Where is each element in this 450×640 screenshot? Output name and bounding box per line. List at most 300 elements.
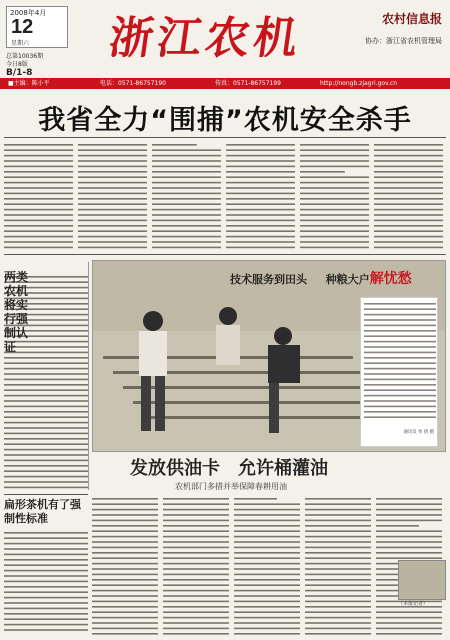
text-line [300, 230, 369, 232]
text-line [234, 514, 300, 516]
text-line [305, 525, 371, 527]
text-line [234, 601, 300, 603]
text-line [364, 373, 436, 375]
text-line [374, 160, 443, 162]
text-line [364, 357, 436, 359]
text-line [152, 193, 221, 195]
text-line [4, 433, 88, 435]
text-line [300, 203, 369, 205]
text-line [376, 525, 419, 527]
editor-label: ■主编：陈小平 [8, 80, 50, 87]
text-line [374, 182, 443, 184]
text-line [305, 563, 371, 565]
text-line [376, 617, 442, 619]
text-line [226, 171, 295, 173]
story2-headline: 发放供油卡 允许桶灌油 [130, 458, 328, 479]
text-line [234, 622, 300, 624]
text-line [376, 557, 442, 559]
text-line [374, 198, 443, 200]
text-line [92, 584, 158, 586]
left-column-2-rule [4, 494, 88, 495]
photo-banner-emphasis: 种粮大户 [325, 273, 370, 286]
text-line [226, 166, 295, 168]
text-line [4, 203, 73, 205]
text-line [163, 584, 229, 586]
text-line [300, 236, 369, 238]
text-line [163, 563, 229, 565]
text-line [163, 536, 229, 538]
photo-banner-text: 技术服务到田头 [230, 273, 307, 286]
text-line [4, 411, 88, 413]
text-line [226, 144, 295, 146]
left-column-2-body [4, 530, 88, 636]
text-line [92, 574, 158, 576]
text-line [234, 584, 300, 586]
text-line [4, 149, 73, 151]
text-line [374, 203, 443, 205]
text-line [152, 220, 221, 222]
text-line [300, 166, 369, 168]
text-line [376, 628, 442, 630]
text-line [305, 579, 371, 581]
text-line [78, 182, 147, 184]
text-line [364, 346, 436, 348]
text-line [234, 633, 300, 635]
text-line [226, 209, 295, 211]
text-line [300, 247, 369, 249]
left-column-title: 两类农机将实行强制认证 [4, 270, 29, 354]
text-line [163, 622, 229, 624]
text-line [305, 530, 371, 532]
lead-bottom-rule [4, 254, 446, 255]
text-line [78, 198, 147, 200]
text-line [4, 470, 88, 472]
text-line [78, 225, 147, 227]
text-line [226, 241, 295, 243]
text-line [305, 547, 371, 549]
text-line [234, 552, 300, 554]
text-line [4, 548, 88, 550]
text-line [4, 182, 73, 184]
headline-rule [4, 137, 446, 138]
text-line [364, 406, 436, 408]
text-line [163, 547, 229, 549]
text-line [234, 547, 300, 549]
text-line [374, 214, 443, 216]
text-line [234, 595, 300, 597]
text-line [4, 438, 88, 440]
text-line [226, 182, 295, 184]
text-line [374, 166, 443, 168]
sister-paper-name: 农村信息报 [381, 12, 442, 26]
text-line [305, 606, 371, 608]
text-line [374, 144, 443, 146]
text-line [4, 395, 88, 397]
text-line [4, 591, 88, 593]
text-line [4, 198, 73, 200]
text-line [376, 520, 442, 522]
story2-subhead: 农机部门多措并举保障春耕用油 [175, 482, 287, 491]
text-line [234, 541, 300, 543]
text-line [92, 552, 158, 554]
text-line [305, 541, 371, 543]
text-line [78, 176, 147, 178]
text-line [152, 160, 221, 162]
text-line [305, 622, 371, 624]
text-line [163, 628, 229, 630]
photo-credit: 通讯员 单 倩 摄 [403, 430, 434, 435]
text-line [4, 176, 73, 178]
text-line [152, 166, 221, 168]
text-line [305, 590, 371, 592]
text-line [374, 241, 443, 243]
issue-line-2: 今日8版 [6, 61, 28, 68]
text-line [374, 187, 443, 189]
text-line [163, 530, 229, 532]
text-line [163, 568, 229, 570]
text-line [78, 155, 147, 157]
text-line [376, 536, 442, 538]
text-line [78, 203, 147, 205]
text-line [4, 368, 88, 370]
sponsor-line: 协办：浙江省农机管理局 [365, 37, 442, 45]
text-line [300, 193, 369, 195]
text-line [376, 530, 442, 532]
text-line [364, 330, 436, 332]
text-line [78, 241, 147, 243]
text-line [305, 503, 371, 505]
text-line [78, 149, 147, 151]
text-line [78, 193, 147, 195]
text-line [4, 193, 73, 195]
phone-label: 电话：0571-86757190 [100, 80, 166, 87]
text-line [152, 241, 221, 243]
text-line [163, 601, 229, 603]
text-line [374, 171, 443, 173]
text-line [4, 487, 88, 489]
text-line [305, 584, 371, 586]
text-line [376, 541, 442, 543]
lead-body-columns [4, 142, 446, 250]
text-line [152, 171, 221, 173]
text-line [305, 514, 371, 516]
text-line [374, 209, 443, 211]
text-line [152, 149, 221, 151]
text-line [4, 586, 88, 588]
text-line [92, 525, 158, 527]
caption-text-texture [364, 301, 436, 421]
text-line [4, 443, 88, 445]
text-line [163, 503, 229, 505]
text-line [376, 547, 442, 549]
text-line [78, 144, 147, 146]
text-line [163, 617, 229, 619]
text-line [4, 209, 73, 211]
fax-label: 传真：0571-86757199 [215, 80, 281, 87]
text-line [305, 617, 371, 619]
text-line [163, 611, 229, 613]
text-line [92, 633, 158, 635]
text-line [4, 220, 73, 222]
text-line [364, 389, 436, 391]
small-photo [398, 560, 446, 600]
text-line [364, 379, 436, 381]
text-line [92, 590, 158, 592]
text-line [300, 225, 369, 227]
newspaper-logo: 浙江农机 [105, 13, 305, 64]
text-line [364, 411, 436, 413]
text-line [364, 303, 436, 305]
text-line [364, 368, 436, 370]
text-line [4, 236, 73, 238]
text-line [374, 236, 443, 238]
text-line [376, 514, 442, 516]
text-line [92, 611, 158, 613]
text-line [4, 406, 88, 408]
text-line [4, 629, 88, 631]
text-line [234, 509, 300, 511]
text-line [92, 503, 158, 505]
website-link[interactable]: http://nongb.zjagri.gov.cn [320, 80, 398, 87]
text-line [4, 400, 88, 402]
photo-caption-box [360, 297, 438, 447]
issue-info [6, 53, 43, 77]
text-line [226, 187, 295, 189]
text-line [364, 319, 436, 321]
text-line [226, 236, 295, 238]
text-line [376, 509, 442, 511]
photo-banner [230, 268, 412, 288]
text-line [4, 379, 88, 381]
text-line [300, 241, 369, 243]
text-line [92, 617, 158, 619]
text-line [92, 606, 158, 608]
text-line [92, 536, 158, 538]
text-line [300, 171, 345, 173]
text-line [364, 384, 436, 386]
text-line [364, 308, 436, 310]
text-line [300, 220, 369, 222]
text-line [300, 149, 369, 151]
text-line [152, 182, 221, 184]
text-line [364, 395, 436, 397]
text-line [92, 541, 158, 543]
text-line [374, 176, 443, 178]
text-line [163, 590, 229, 592]
text-line [4, 476, 88, 478]
text-line [305, 557, 371, 559]
text-line [152, 144, 197, 146]
text-line [305, 628, 371, 630]
text-line [78, 166, 147, 168]
text-line [4, 160, 73, 162]
text-line [4, 624, 88, 626]
text-line [92, 557, 158, 559]
issue-line-1: 总第10036期 [6, 53, 44, 60]
photo-banner-tail: 解忧愁 [369, 271, 412, 287]
text-line [226, 247, 295, 249]
lead-headline: 我省全力“围捕”农机安全杀手 [38, 105, 412, 136]
text-line [300, 155, 369, 157]
text-line [4, 230, 73, 232]
text-line [300, 182, 369, 184]
text-line [234, 628, 300, 630]
text-line [163, 579, 229, 581]
text-line [234, 574, 300, 576]
text-line [300, 176, 369, 178]
date-day: 12 [11, 16, 34, 38]
text-line [4, 581, 88, 583]
text-line [374, 230, 443, 232]
text-line [78, 209, 147, 211]
text-line [92, 568, 158, 570]
text-line [374, 225, 443, 227]
text-line [305, 601, 371, 603]
text-line [234, 590, 300, 592]
text-line [364, 416, 436, 418]
text-line [4, 357, 88, 359]
text-line [152, 214, 221, 216]
text-line [78, 214, 147, 216]
text-line [364, 335, 436, 337]
text-line [234, 536, 300, 538]
text-line [163, 541, 229, 543]
text-line [4, 554, 88, 556]
lead-body-text-texture [4, 142, 446, 250]
text-line [234, 611, 300, 613]
text-line [305, 568, 371, 570]
text-line [4, 559, 88, 561]
text-line [4, 155, 73, 157]
text-line [226, 193, 295, 195]
text-line [226, 225, 295, 227]
text-line [374, 220, 443, 222]
text-line [78, 171, 147, 173]
text-line [376, 552, 442, 554]
text-line [4, 427, 88, 429]
text-line [163, 509, 229, 511]
text-line [4, 225, 73, 227]
text-line [163, 557, 229, 559]
text-line [374, 193, 443, 195]
text-line [300, 214, 369, 216]
text-line [376, 611, 442, 613]
text-line [4, 241, 73, 243]
text-line [364, 352, 436, 354]
text-line [4, 613, 88, 615]
text-line [374, 155, 443, 157]
text-line [226, 149, 295, 151]
text-line [4, 575, 88, 577]
text-line [152, 230, 221, 232]
text-line [78, 160, 147, 162]
text-line [4, 166, 73, 168]
contact-bar [0, 78, 450, 89]
text-line [364, 341, 436, 343]
text-line [226, 214, 295, 216]
issue-pages: B/1-8 [6, 68, 33, 78]
text-line [92, 514, 158, 516]
text-line [300, 144, 369, 146]
text-line [234, 563, 300, 565]
text-line [4, 570, 88, 572]
text-line [4, 454, 88, 456]
text-line [376, 498, 442, 500]
text-line [4, 362, 88, 364]
text-line [78, 187, 147, 189]
text-line [92, 530, 158, 532]
left-column-2-text-texture [4, 530, 88, 636]
text-line [226, 220, 295, 222]
text-line [364, 362, 436, 364]
text-line [364, 325, 436, 327]
text-line [374, 247, 443, 249]
text-line [152, 198, 221, 200]
text-line [226, 230, 295, 232]
text-line [4, 373, 88, 375]
text-line [374, 149, 443, 151]
text-line [163, 633, 229, 635]
text-line [4, 422, 88, 424]
left-column-2-title: 扁形茶机有了强制性标准 [4, 498, 81, 525]
text-line [92, 579, 158, 581]
text-line [152, 155, 221, 157]
text-line [152, 203, 221, 205]
text-line [234, 568, 300, 570]
text-line [234, 503, 300, 505]
text-line [305, 552, 371, 554]
text-line [305, 498, 371, 500]
text-line [152, 236, 221, 238]
text-line [305, 611, 371, 613]
text-line [152, 187, 221, 189]
text-line [152, 209, 221, 211]
text-line [4, 144, 73, 146]
text-line [92, 628, 158, 630]
text-line [92, 520, 158, 522]
text-line [300, 198, 369, 200]
text-line [4, 543, 88, 545]
text-line [4, 214, 73, 216]
text-line [300, 160, 369, 162]
text-line [4, 537, 88, 539]
text-line [163, 498, 229, 500]
story2-body-columns [92, 496, 444, 636]
text-line [163, 595, 229, 597]
text-line [234, 525, 300, 527]
text-line [152, 247, 221, 249]
text-line [163, 552, 229, 554]
text-line [163, 574, 229, 576]
text-line [234, 498, 277, 500]
text-line [4, 532, 88, 534]
date-weekday: 星期六 [11, 40, 30, 47]
text-line [163, 514, 229, 516]
text-line [4, 602, 88, 604]
text-line [305, 574, 371, 576]
footer-credit: （本报记者） [398, 601, 429, 607]
text-line [78, 230, 147, 232]
text-line [4, 187, 73, 189]
text-line [376, 503, 442, 505]
date-box [6, 6, 68, 48]
text-line [163, 606, 229, 608]
text-line [78, 236, 147, 238]
text-line [163, 525, 229, 527]
text-line [78, 220, 147, 222]
text-line [300, 187, 369, 189]
text-line [92, 601, 158, 603]
